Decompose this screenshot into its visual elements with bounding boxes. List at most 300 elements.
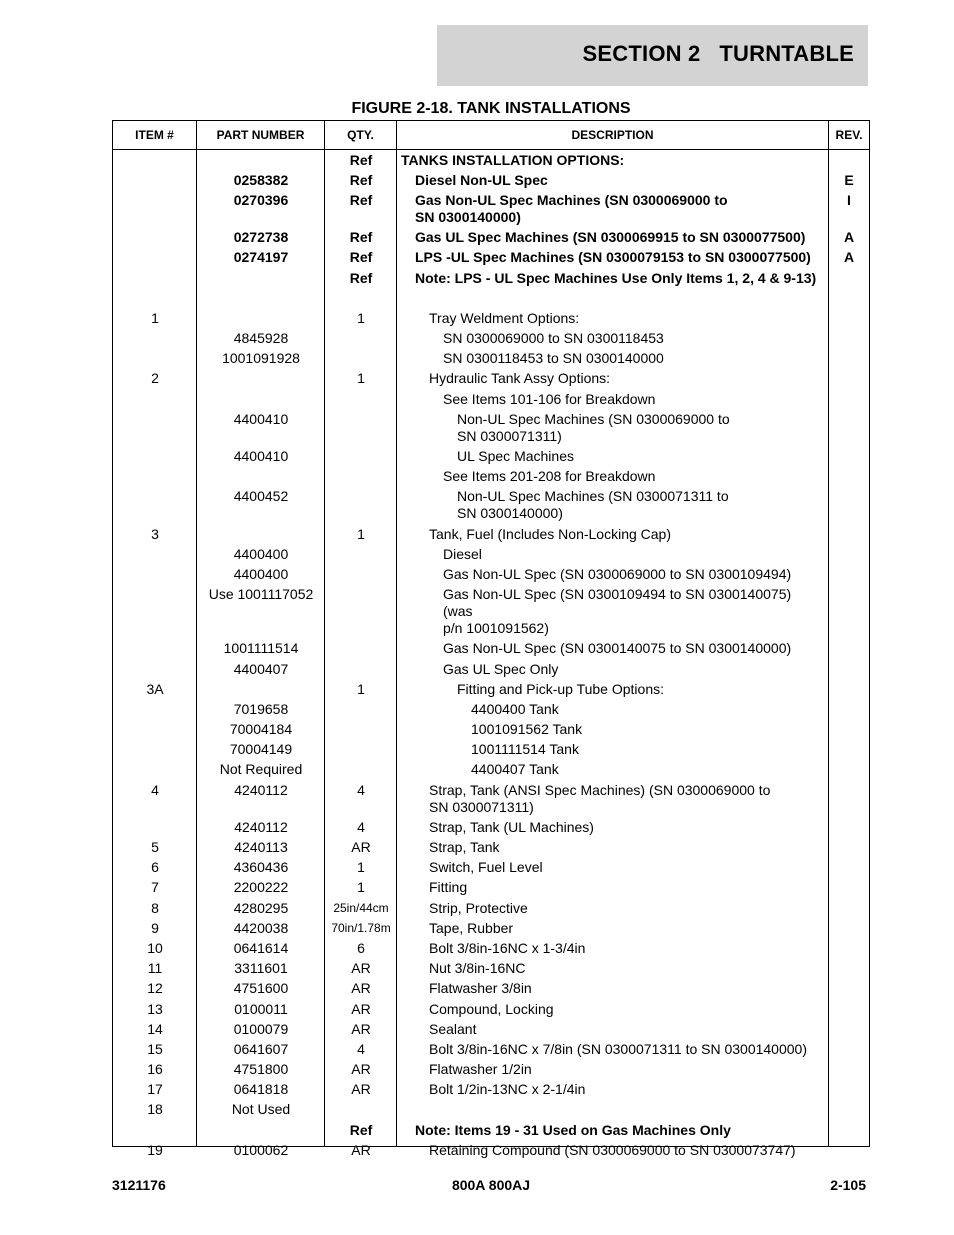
table-row <box>113 898 869 918</box>
cell-item-number <box>113 741 197 758</box>
table-row <box>113 329 869 349</box>
cell-description <box>397 920 829 937</box>
cell-qty: 4 <box>357 781 365 798</box>
description-line: Non-UL Spec Machines (SN 0300071311 to <box>457 488 729 505</box>
cell-item-number <box>113 721 197 738</box>
cell-qty: Ref <box>349 171 373 188</box>
cell-description <box>397 640 829 657</box>
cell-rev <box>829 661 869 678</box>
cell-description <box>397 1122 829 1139</box>
cell-description <box>397 661 829 678</box>
cell-qty <box>325 661 397 678</box>
cell-item-number: 2 <box>151 370 159 387</box>
cell-part-number <box>197 391 325 408</box>
cell-item-number: 19 <box>147 1141 163 1158</box>
cell-description <box>397 839 829 856</box>
table-row <box>113 487 869 524</box>
table-row <box>113 639 869 659</box>
description-line: Note: LPS - UL Spec Machines Use Only Items 1, 2, 4 & 9-13) <box>415 269 817 286</box>
description-line: 1001111514 Tank <box>471 741 579 758</box>
cell-description <box>397 270 829 287</box>
description-line: SN 0300071311) <box>429 798 534 815</box>
cell-rev <box>829 839 869 856</box>
cell-part-number: Use 1001117052 <box>208 586 314 603</box>
cell-item-number: 5 <box>151 839 159 856</box>
table-row <box>113 228 869 248</box>
cell-item-number: 10 <box>147 939 163 956</box>
cell-qty: AR <box>351 1000 371 1017</box>
cell-qty <box>325 391 397 408</box>
cell-description <box>397 229 829 246</box>
table-row <box>113 467 869 487</box>
description-line: Tape, Rubber <box>429 919 514 936</box>
description-line: Gas UL Spec Only <box>443 660 559 677</box>
table-row <box>113 564 869 584</box>
description-line: Gas Non-UL Spec Machines (SN 0300069000 to <box>415 191 728 208</box>
cell-rev <box>829 192 869 226</box>
cell-qty <box>325 330 397 347</box>
cell-part-number: 4360436 <box>233 859 289 876</box>
cell-rev <box>829 782 869 816</box>
cell-rev <box>829 1041 869 1058</box>
cell-item-number: 11 <box>147 960 163 977</box>
cell-part-number: 4240112 <box>234 818 288 835</box>
cell-item-number: 3 <box>151 525 159 542</box>
cell-qty: 70in/1.78m <box>331 920 391 935</box>
cell-part-number: 7019658 <box>233 700 289 717</box>
cell-part-number: 0100011 <box>234 1000 288 1017</box>
cell-rev <box>829 721 869 738</box>
description-line: Flatwasher 3/8in <box>429 980 532 997</box>
description-line: See Items 201-208 for Breakdown <box>443 468 656 485</box>
cell-rev <box>829 310 869 327</box>
cell-description <box>397 310 829 327</box>
cell-item-number <box>113 819 197 836</box>
cell-qty <box>325 701 397 718</box>
cell-part-number <box>197 468 325 485</box>
cell-part-number: 0258382 <box>233 171 289 188</box>
rev-value: A <box>843 249 855 266</box>
cell-item-number <box>113 391 197 408</box>
cell-rev <box>829 819 869 836</box>
cell-item-number: 13 <box>147 1000 163 1017</box>
cell-rev <box>829 1021 869 1038</box>
cell-rev <box>829 468 869 485</box>
cell-qty <box>325 721 397 738</box>
description-line: Diesel Non-UL Spec <box>415 171 548 188</box>
cell-part-number: 4400400 <box>233 545 289 562</box>
cell-part-number: 4400410 <box>233 448 289 465</box>
cell-qty <box>325 411 397 445</box>
cell-part-number: 0641614 <box>233 939 289 956</box>
cell-qty: Ref <box>349 1121 373 1138</box>
column-header-qty: QTY. <box>347 128 374 142</box>
cell-item-number <box>113 448 197 465</box>
description-line: Hydraulic Tank Assy Options: <box>429 370 611 387</box>
description-line: Nut 3/8in-16NC <box>429 960 526 977</box>
cell-qty: 25in/44cm <box>333 900 389 915</box>
cell-description <box>397 900 829 917</box>
description-line: Bolt 3/8in-16NC x 7/8in (SN 0300071311 to SN 0300140000) <box>429 1040 807 1057</box>
table-row <box>113 248 869 268</box>
description-line: p/n 1001091562) <box>443 620 549 637</box>
table-row <box>113 389 869 409</box>
cell-rev <box>829 940 869 957</box>
cell-qty: Ref <box>349 249 373 266</box>
cell-item-number <box>113 640 197 657</box>
table-row <box>113 268 869 288</box>
table-row <box>113 878 869 898</box>
cell-rev <box>829 1061 869 1078</box>
cell-part-number <box>197 526 325 543</box>
cell-part-number: 4400410 <box>233 410 289 427</box>
description-line: Gas UL Spec Machines (SN 0300069915 to SN 0300077500) <box>415 229 806 246</box>
cell-qty: AR <box>351 1061 371 1078</box>
table-row <box>113 524 869 544</box>
table-row <box>113 150 869 170</box>
description-line: Bolt 1/2in-13NC x 2-1/4in <box>429 1081 586 1098</box>
table-row <box>113 1039 869 1059</box>
cell-qty <box>325 448 397 465</box>
cell-rev <box>829 448 869 465</box>
cell-part-number: 1001111514 <box>223 640 299 657</box>
cell-part-number: 0641607 <box>233 1040 289 1057</box>
cell-rev <box>829 761 869 778</box>
cell-rev <box>829 640 869 657</box>
cell-description <box>397 152 829 169</box>
cell-description <box>397 468 829 485</box>
cell-item-number: 16 <box>147 1061 163 1078</box>
table-row <box>113 170 869 190</box>
description-line: TANKS INSTALLATION OPTIONS: <box>401 151 625 168</box>
column-header-part-number: PART NUMBER <box>216 128 305 142</box>
cell-part-number: 0270396 <box>233 191 289 208</box>
cell-item-number: 7 <box>151 879 159 896</box>
table-row <box>113 938 869 958</box>
cell-part-number: 4280295 <box>233 899 289 916</box>
cell-rev <box>829 330 869 347</box>
cell-description <box>397 681 829 698</box>
cell-description <box>397 1101 829 1118</box>
cell-qty: 4 <box>357 1040 365 1057</box>
table-row <box>113 918 869 938</box>
cell-part-number: 4400400 <box>233 565 289 582</box>
cell-part-number: 4240113 <box>234 839 288 856</box>
table-row <box>113 349 869 369</box>
cell-qty <box>325 566 397 583</box>
description-line: Fitting <box>429 879 468 896</box>
cell-qty: 6 <box>357 939 365 956</box>
cell-rev <box>829 270 869 287</box>
cell-item-number <box>113 411 197 445</box>
cell-description <box>397 741 829 758</box>
cell-qty: 1 <box>357 370 365 387</box>
cell-description <box>397 879 829 896</box>
cell-rev <box>829 229 869 246</box>
table-row <box>113 190 869 227</box>
cell-qty: Ref <box>349 229 373 246</box>
cell-part-number: 3311601 <box>234 960 288 977</box>
cell-part-number: 0274197 <box>233 249 289 266</box>
column-header-item: ITEM # <box>135 128 174 142</box>
cell-rev <box>829 411 869 445</box>
rev-value: A <box>843 229 855 246</box>
description-line: SN 0300069000 to SN 0300118453 <box>443 330 664 347</box>
cell-qty <box>325 640 397 657</box>
cell-qty: AR <box>351 1020 371 1037</box>
cell-rev <box>829 1101 869 1118</box>
cell-description <box>397 330 829 347</box>
column-header-description: DESCRIPTION <box>571 128 654 142</box>
cell-rev <box>829 980 869 997</box>
cell-description <box>397 370 829 387</box>
footer-model: 800A 800AJ <box>451 1177 531 1193</box>
cell-description <box>397 391 829 408</box>
cell-part-number: 4751800 <box>233 1061 289 1078</box>
cell-item-number <box>113 350 197 367</box>
cell-description <box>397 1001 829 1018</box>
cell-part-number <box>197 270 325 287</box>
cell-item-number: 12 <box>147 980 163 997</box>
rev-value: E <box>844 171 854 188</box>
cell-item-number: 9 <box>151 919 159 936</box>
cell-qty <box>325 586 397 637</box>
cell-rev <box>829 741 869 758</box>
cell-item-number: 8 <box>151 899 159 916</box>
cell-part-number: 0100062 <box>233 1141 289 1158</box>
cell-description <box>397 859 829 876</box>
cell-item-number <box>113 761 197 778</box>
table-row <box>113 679 869 699</box>
table-row <box>113 544 869 564</box>
cell-item-number: 17 <box>147 1081 163 1098</box>
parts-table <box>112 120 870 1158</box>
cell-part-number: 2200222 <box>233 879 289 896</box>
cell-description <box>397 819 829 836</box>
description-line: Switch, Fuel Level <box>429 859 543 876</box>
cell-qty <box>325 741 397 758</box>
cell-description <box>397 249 829 266</box>
cell-qty <box>325 546 397 563</box>
description-line: SN 0300140000) <box>415 208 521 225</box>
cell-rev <box>829 859 869 876</box>
footer-doc-number: 3121176 <box>112 1177 166 1193</box>
cell-description <box>397 488 829 522</box>
table-body <box>113 150 869 1160</box>
cell-qty: Ref <box>349 269 373 286</box>
cell-item-number: 15 <box>147 1040 163 1057</box>
table-row <box>113 817 869 837</box>
cell-qty: AR <box>351 839 371 856</box>
description-line: Sealant <box>429 1020 477 1037</box>
cell-item-number: 14 <box>147 1020 163 1037</box>
table-row <box>113 308 869 328</box>
cell-qty: 1 <box>357 525 365 542</box>
cell-qty: 1 <box>357 879 365 896</box>
description-line: Non-UL Spec Machines (SN 0300069000 to <box>457 410 730 427</box>
description-line: SN 0300140000) <box>457 505 563 522</box>
cell-rev <box>829 879 869 896</box>
cell-description <box>397 1061 829 1078</box>
table-row <box>113 659 869 679</box>
description-line: 4400400 Tank <box>471 700 559 717</box>
cell-rev <box>829 350 869 367</box>
row-spacer <box>113 288 869 308</box>
cell-rev <box>829 249 869 266</box>
cell-part-number: Not Required <box>219 761 303 778</box>
cell-rev <box>829 566 869 583</box>
cell-qty: 4 <box>357 818 365 835</box>
cell-description <box>397 192 829 226</box>
description-line: See Items 101-106 for Breakdown <box>443 390 656 407</box>
cell-description <box>397 980 829 997</box>
table-row <box>113 760 869 780</box>
cell-part-number <box>197 152 325 169</box>
cell-description <box>397 940 829 957</box>
cell-rev <box>829 370 869 387</box>
cell-rev <box>829 172 869 189</box>
description-line: Diesel <box>443 545 482 562</box>
cell-item-number <box>113 330 197 347</box>
description-line: 1001091562 Tank <box>471 721 583 738</box>
table-row <box>113 1080 869 1100</box>
table-row <box>113 1060 869 1080</box>
table-row <box>113 369 869 389</box>
cell-qty <box>325 468 397 485</box>
cell-item-number <box>113 270 197 287</box>
description-line <box>429 1101 823 1118</box>
description-line: Retaining Compound (SN 0300069000 to SN 0300073747) <box>429 1141 796 1158</box>
table-row <box>113 780 869 817</box>
cell-item-number <box>113 192 197 226</box>
cell-rev <box>829 546 869 563</box>
cell-item-number <box>113 229 197 246</box>
cell-description <box>397 701 829 718</box>
cell-description <box>397 566 829 583</box>
cell-part-number: 0272738 <box>233 229 289 246</box>
cell-description <box>397 1041 829 1058</box>
cell-description <box>397 448 829 465</box>
cell-item-number <box>113 586 197 637</box>
table-row <box>113 720 869 740</box>
section-header-box <box>437 25 868 86</box>
description-line: SN 0300118453 to SN 0300140000 <box>443 350 664 367</box>
cell-part-number: 4400452 <box>233 488 289 505</box>
description-line: Strap, Tank (ANSI Spec Machines) (SN 0300069000 to <box>429 781 771 798</box>
cell-qty <box>325 488 397 522</box>
description-line: Tray Weldment Options: <box>429 309 580 326</box>
cell-item-number: 6 <box>151 859 159 876</box>
footer-page-number: 2-105 <box>830 1177 866 1193</box>
column-header-rev: REV. <box>835 128 863 142</box>
table-row <box>113 959 869 979</box>
description-line: 4400407 Tank <box>471 761 559 778</box>
cell-rev <box>829 681 869 698</box>
table-row <box>113 699 869 719</box>
cell-part-number <box>197 370 325 387</box>
cell-item-number <box>113 488 197 522</box>
cell-part-number <box>197 681 325 698</box>
table-row <box>113 446 869 466</box>
table-row <box>113 979 869 999</box>
description-line: Gas Non-UL Spec (SN 0300109494 to SN 0300140075) (was <box>443 586 792 620</box>
cell-qty: AR <box>351 980 371 997</box>
cell-rev <box>829 488 869 522</box>
description-line: Compound, Locking <box>429 1000 554 1017</box>
cell-item-number: 18 <box>147 1101 163 1118</box>
table-row <box>113 740 869 760</box>
cell-item-number <box>113 1122 197 1139</box>
cell-item-number: 3A <box>146 680 164 697</box>
cell-part-number: 70004149 <box>229 741 293 758</box>
description-line: UL Spec Machines <box>457 448 574 465</box>
cell-description <box>397 172 829 189</box>
cell-rev <box>829 701 869 718</box>
description-line: Note: Items 19 - 31 Used on Gas Machines Only <box>415 1121 731 1138</box>
cell-qty: 1 <box>357 859 365 876</box>
cell-part-number: 4420038 <box>233 919 289 936</box>
cell-qty <box>325 350 397 367</box>
cell-description <box>397 546 829 563</box>
table-row <box>113 858 869 878</box>
table-row <box>113 1019 869 1039</box>
table-row <box>113 1120 869 1140</box>
description-line: Fitting and Pick-up Tube Options: <box>457 680 664 697</box>
description-line: Tank, Fuel (Includes Non-Locking Cap) <box>429 525 672 542</box>
cell-item-number <box>113 701 197 718</box>
table-row <box>113 999 869 1019</box>
cell-rev <box>829 900 869 917</box>
cell-part-number: 4845928 <box>233 330 289 347</box>
cell-item-number <box>113 546 197 563</box>
rev-value: I <box>847 191 851 208</box>
cell-qty: Ref <box>349 151 373 168</box>
description-line: Strap, Tank (UL Machines) <box>429 818 594 835</box>
cell-description <box>397 960 829 977</box>
cell-description <box>397 782 829 816</box>
cell-qty: Ref <box>349 191 373 208</box>
cell-description <box>397 1142 829 1159</box>
table-row <box>113 1100 869 1120</box>
cell-qty: AR <box>351 1081 371 1098</box>
cell-item-number <box>113 566 197 583</box>
cell-rev <box>829 152 869 169</box>
cell-description <box>397 411 829 445</box>
cell-qty: 1 <box>357 309 365 326</box>
cell-description <box>397 761 829 778</box>
section-title: SECTION 2 TURNTABLE <box>582 41 854 66</box>
cell-qty: 1 <box>357 680 365 697</box>
description-line: Strap, Tank <box>429 839 500 856</box>
description-line: Flatwasher 1/2in <box>429 1061 532 1078</box>
cell-item-number <box>113 661 197 678</box>
cell-item-number <box>113 249 197 266</box>
cell-item-number: 1 <box>151 309 159 326</box>
cell-description <box>397 350 829 367</box>
cell-part-number <box>197 1122 325 1139</box>
description-line: Strip, Protective <box>429 899 528 916</box>
table-row <box>113 1140 869 1160</box>
cell-part-number: 1001091928 <box>222 350 300 367</box>
cell-item-number: 4 <box>151 781 159 798</box>
cell-part-number: 70004184 <box>229 721 293 738</box>
cell-rev <box>829 1122 869 1139</box>
table-row <box>113 409 869 446</box>
cell-description <box>397 1081 829 1098</box>
cell-part-number: 0641818 <box>233 1081 289 1098</box>
cell-rev <box>829 586 869 637</box>
cell-rev <box>829 1142 869 1159</box>
